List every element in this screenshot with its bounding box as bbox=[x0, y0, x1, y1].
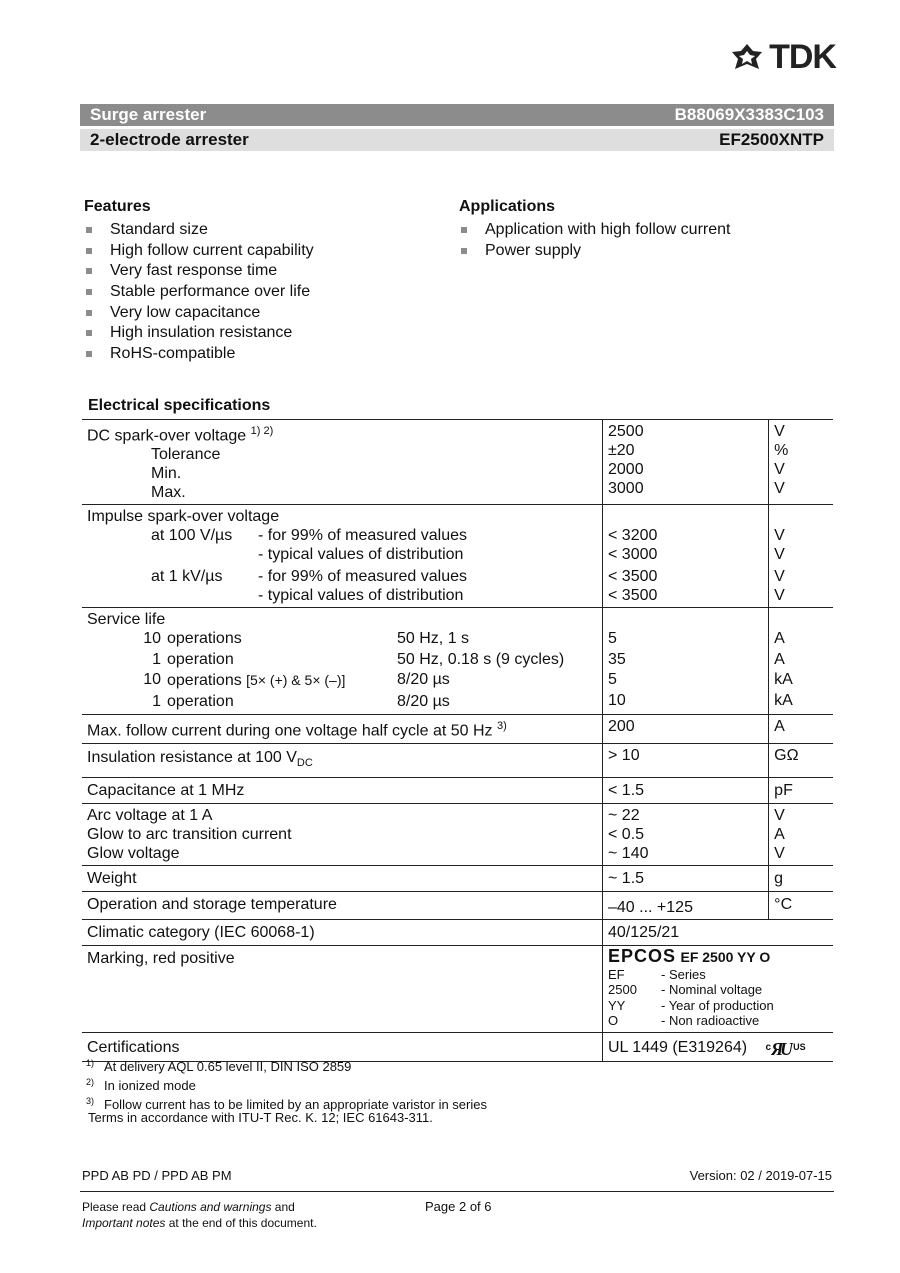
impulse-units bbox=[769, 505, 833, 608]
follow-note: 3) bbox=[497, 720, 507, 733]
list-item: Standard size bbox=[84, 220, 314, 241]
cell-unit: V bbox=[774, 423, 785, 440]
impulse-rate: at 100 V/µs bbox=[151, 527, 233, 545]
list-item: Stable performance over life bbox=[84, 282, 314, 303]
svg-text:U: U bbox=[780, 1041, 794, 1058]
cell-unit: pF bbox=[769, 777, 833, 803]
dc-note: 1) 2) bbox=[250, 425, 274, 437]
footnote-text: At delivery AQL 0.65 level II, DIN ISO 2859 bbox=[104, 1059, 352, 1075]
service-label-cell bbox=[82, 608, 603, 715]
table-row bbox=[82, 608, 833, 715]
service-op: operations bbox=[167, 630, 242, 648]
applications-list bbox=[459, 220, 730, 261]
product-type: Surge arrester bbox=[90, 105, 207, 124]
service-op: operation bbox=[167, 692, 234, 710]
service-label: Service life bbox=[87, 611, 166, 629]
cell-value: ~ 1.5 bbox=[603, 865, 769, 891]
list-item: High insulation resistance bbox=[84, 323, 314, 344]
cell-value: < 3500 bbox=[608, 587, 658, 605]
service-op: operation bbox=[167, 650, 234, 668]
service-count: 10 bbox=[143, 671, 161, 689]
cell-unit: A bbox=[774, 650, 785, 668]
part-number: B88069X3383C103 bbox=[674, 105, 824, 124]
cell-unit: V bbox=[774, 844, 785, 862]
cell-unit: A bbox=[774, 825, 785, 843]
page-number: Page 2 of 6 bbox=[425, 1199, 492, 1214]
applications-section bbox=[459, 198, 730, 261]
footnotes bbox=[86, 1056, 487, 1112]
service-count: 1 bbox=[152, 692, 161, 710]
header-bar-secondary bbox=[80, 129, 834, 151]
impulse-desc: - typical values of distribution bbox=[258, 587, 464, 605]
cell-value: ~ 140 bbox=[608, 844, 649, 862]
cell-unit: GΩ bbox=[769, 743, 833, 777]
tdk-emblem-icon bbox=[731, 43, 763, 73]
footer-note-text: and bbox=[271, 1200, 295, 1214]
cell-unit: V bbox=[774, 587, 785, 605]
arc-label-cell bbox=[82, 803, 603, 865]
footnote bbox=[86, 1075, 487, 1094]
cell-value: 2000 bbox=[608, 461, 644, 478]
dc-label-cell bbox=[82, 420, 603, 505]
table-row bbox=[82, 743, 833, 777]
footnote-number: 1) bbox=[86, 1058, 95, 1068]
certifications-value: UL 1449 (E319264) bbox=[608, 1038, 748, 1056]
insulation-sub: DC bbox=[296, 756, 313, 769]
cell-value: 35 bbox=[608, 650, 626, 668]
cell-unit: °C bbox=[769, 891, 833, 919]
cell-unit: % bbox=[774, 442, 789, 459]
terms-text: Terms in accordance with ITU-T Rec. K. 12; IEC 61643-311. bbox=[88, 1110, 433, 1125]
list-item: High follow current capability bbox=[84, 241, 314, 262]
weight-label: Weight bbox=[82, 865, 603, 891]
certifications-label: Certifications bbox=[82, 1032, 603, 1061]
table-row bbox=[82, 891, 833, 919]
service-extra: [5× (+) & 5× (–)] bbox=[246, 672, 346, 689]
impulse-label-cell bbox=[82, 505, 603, 608]
impulse-desc: - for 99% of measured values bbox=[258, 527, 467, 545]
cell-unit: V bbox=[774, 527, 785, 545]
marking-code: EF 2500 YY O bbox=[680, 948, 771, 965]
marking-key: YY bbox=[608, 997, 626, 1013]
cell-value: 3000 bbox=[608, 480, 644, 497]
table-row bbox=[82, 945, 833, 1032]
cell-value: 10 bbox=[608, 691, 626, 709]
cell-unit: kA bbox=[774, 691, 793, 709]
features-title: Features bbox=[84, 198, 151, 215]
cell-value: ±20 bbox=[608, 442, 635, 459]
arc-values bbox=[603, 803, 769, 865]
follow-label: Max. follow current during one voltage half cycle at 50 Hz bbox=[87, 722, 493, 740]
tdk-logo bbox=[731, 38, 836, 77]
list-item: Very low capacitance bbox=[84, 303, 314, 324]
dc-tolerance-label: Tolerance bbox=[151, 446, 221, 464]
list-item: RoHS-compatible bbox=[84, 344, 314, 365]
service-cond: 8/20 µs bbox=[397, 671, 450, 689]
dc-values bbox=[603, 420, 769, 505]
footer-note-text: Please read bbox=[82, 1200, 150, 1214]
footer-dept: PPD AB PD / PPD AB PM bbox=[82, 1168, 232, 1183]
electrical-title: Electrical specifications bbox=[88, 397, 271, 414]
cell-unit: V bbox=[774, 480, 785, 497]
list-item: Power supply bbox=[459, 241, 730, 262]
footer-note-emphasis: Cautions and warnings bbox=[149, 1200, 272, 1214]
table-row bbox=[82, 505, 833, 608]
marking-desc: - Nominal voltage bbox=[661, 982, 763, 998]
cell-unit: V bbox=[774, 461, 785, 478]
svg-text:Я: Я bbox=[771, 1041, 784, 1058]
features-list bbox=[84, 220, 314, 365]
cell-value: 200 bbox=[603, 715, 769, 743]
footer-note-text: at the end of this document. bbox=[165, 1216, 317, 1230]
cell-value: 40/125/21 bbox=[603, 919, 834, 945]
ul-mark-c: c bbox=[765, 1042, 772, 1054]
table-row bbox=[82, 715, 833, 743]
footnote-text: Follow current has to be limited by an appropriate varistor in series bbox=[104, 1096, 487, 1112]
arc-label: Glow voltage bbox=[87, 844, 180, 862]
marking-label: Marking, red positive bbox=[82, 945, 603, 1032]
cell-unit: V bbox=[774, 806, 785, 824]
list-item: Application with high follow current bbox=[459, 220, 730, 241]
footnote-number: 2) bbox=[86, 1076, 95, 1087]
impulse-label: Impulse spark-over voltage bbox=[87, 508, 280, 526]
footer-note-emphasis: Important notes bbox=[82, 1216, 166, 1230]
service-cond: 50 Hz, 1 s bbox=[397, 630, 470, 648]
cell-unit: kA bbox=[774, 671, 793, 689]
footer-version: Version: 02 / 2019-07-15 bbox=[689, 1168, 832, 1183]
impulse-values bbox=[603, 505, 769, 608]
cell-value: 5 bbox=[608, 630, 617, 648]
marking-desc: - Year of production bbox=[661, 997, 774, 1013]
cell-value: 5 bbox=[608, 671, 617, 689]
cell-value: < 0.5 bbox=[608, 825, 645, 843]
impulse-desc: - for 99% of measured values bbox=[258, 568, 467, 586]
climatic-label: Climatic category (IEC 60068-1) bbox=[82, 919, 603, 945]
cell-unit: V bbox=[774, 546, 785, 564]
impulse-desc: - typical values of distribution bbox=[258, 546, 464, 564]
temperature-label: Operation and storage temperature bbox=[82, 891, 603, 919]
marking-key: EF bbox=[608, 966, 625, 982]
arc-label: Glow to arc transition current bbox=[87, 825, 292, 843]
service-count: 10 bbox=[143, 630, 161, 648]
ul-recognized-icon bbox=[766, 1038, 806, 1057]
cell-value: < 3500 bbox=[608, 568, 658, 586]
cell-unit: A bbox=[769, 715, 833, 743]
footer-note bbox=[82, 1199, 317, 1231]
arc-units bbox=[769, 803, 833, 865]
footnote bbox=[86, 1056, 487, 1075]
impulse-rate: at 1 kV/µs bbox=[151, 568, 223, 586]
cell-value: –40 ... +125 bbox=[603, 891, 769, 919]
table-row bbox=[82, 865, 833, 891]
arc-label: Arc voltage at 1 A bbox=[87, 806, 213, 824]
table-row bbox=[82, 803, 833, 865]
table-row bbox=[82, 777, 833, 803]
table-row bbox=[82, 919, 833, 945]
cell-unit: A bbox=[774, 630, 785, 648]
cell-value: 2500 bbox=[608, 423, 644, 440]
dc-label: DC spark-over voltage bbox=[87, 427, 247, 445]
epcos-logo: EPCOS bbox=[608, 945, 677, 966]
cell-value: ~ 22 bbox=[608, 806, 640, 824]
capacitance-label: Capacitance at 1 MHz bbox=[82, 777, 603, 803]
brand-name: TDK bbox=[769, 38, 836, 76]
cell-value: < 3000 bbox=[608, 546, 658, 564]
marking-key: O bbox=[608, 1013, 619, 1029]
ul-mark-us: US bbox=[793, 1042, 806, 1053]
product-subtype: 2-electrode arrester bbox=[90, 130, 249, 149]
features-section bbox=[84, 198, 314, 365]
applications-title: Applications bbox=[459, 198, 556, 215]
service-units bbox=[769, 608, 833, 715]
insulation-label: Insulation resistance at 100 V bbox=[87, 748, 297, 766]
dc-max-label: Max. bbox=[151, 484, 186, 502]
cell-value: < 3200 bbox=[608, 527, 658, 545]
dc-min-label: Min. bbox=[151, 465, 182, 483]
service-op: operations bbox=[167, 672, 242, 690]
marking-desc: - Non radioactive bbox=[661, 1013, 760, 1029]
electrical-spec-table bbox=[82, 419, 833, 1062]
footnote-text: In ionized mode bbox=[104, 1078, 196, 1094]
cell-value: < 1.5 bbox=[603, 777, 769, 803]
service-cond: 8/20 µs bbox=[397, 692, 450, 710]
cell-unit: V bbox=[774, 568, 785, 586]
header-bar-primary bbox=[80, 104, 834, 126]
dc-units bbox=[769, 420, 833, 505]
marking-desc: - Series bbox=[661, 966, 706, 982]
model-number: EF2500XNTP bbox=[719, 130, 824, 149]
footer-divider bbox=[80, 1191, 834, 1192]
marking-key: 2500 bbox=[608, 982, 637, 998]
service-values bbox=[603, 608, 769, 715]
certifications-cell bbox=[603, 1032, 834, 1061]
marking-cell bbox=[603, 945, 834, 1032]
table-row bbox=[82, 420, 833, 505]
service-cond: 50 Hz, 0.18 s (9 cycles) bbox=[397, 650, 565, 668]
list-item: Very fast response time bbox=[84, 261, 314, 282]
cell-unit: g bbox=[769, 865, 833, 891]
cell-value: > 10 bbox=[603, 743, 769, 777]
ul-logo-icon bbox=[771, 1041, 793, 1057]
service-count: 1 bbox=[152, 650, 161, 668]
footnote-number: 3) bbox=[86, 1095, 95, 1106]
